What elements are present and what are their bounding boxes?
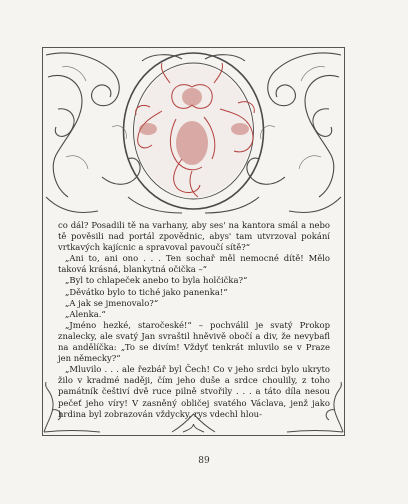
paragraph: „A jak se jmenovalo?“ <box>65 297 159 308</box>
footer-ornament <box>42 380 345 436</box>
paragraph: „Děvátko bylo to tiché jako panenka!“ <box>65 286 228 297</box>
header-ornament <box>42 47 345 219</box>
paragraph: „Jméno hezké, staročeské!“ – pochválil je svatý Prokop znalecky, ale svatý Jan svraštil hněvivě obočí a div, že nevybafl na andělíčka: „To se divím! Vždyť tenkrát mluvilo se v Praze jen německy?“ <box>58 319 330 364</box>
page-number: 89 <box>198 456 210 466</box>
paragraph: „Byl to chlapeček anebo to byla holčička?“ <box>65 275 248 286</box>
paragraph: „Alenka.“ <box>65 308 106 319</box>
paragraph: „Ani to, ani ono . . . Ten sochař měl nemocné dítě! Mělo taková krásná, blankytná očička –“ <box>58 253 330 275</box>
paragraph: co dál? Posadili tě na varhany, aby ses' na kantora smál a nebo tě pověsili nad portál zpovědnic, abys' tam utvrzoval pokání vrtkavých kajícnic a spravoval pavoučí sítě?“ <box>58 220 330 253</box>
paragraph: „Mluvilo . . . ale řezbář byl Čech! Co v jeho srdci bylo ukryto žilo v kradmé naději, čím jeho duše a srdce choulily, z toho památník češtiví dvě ruce pilně stvořily . . . a táto díla nesou pečeť jeho víry! V zasněný obličej svatého Václava, jenž jako hrdina byl zobrazován vždycky, rys vdechl hlou- <box>58 364 330 419</box>
